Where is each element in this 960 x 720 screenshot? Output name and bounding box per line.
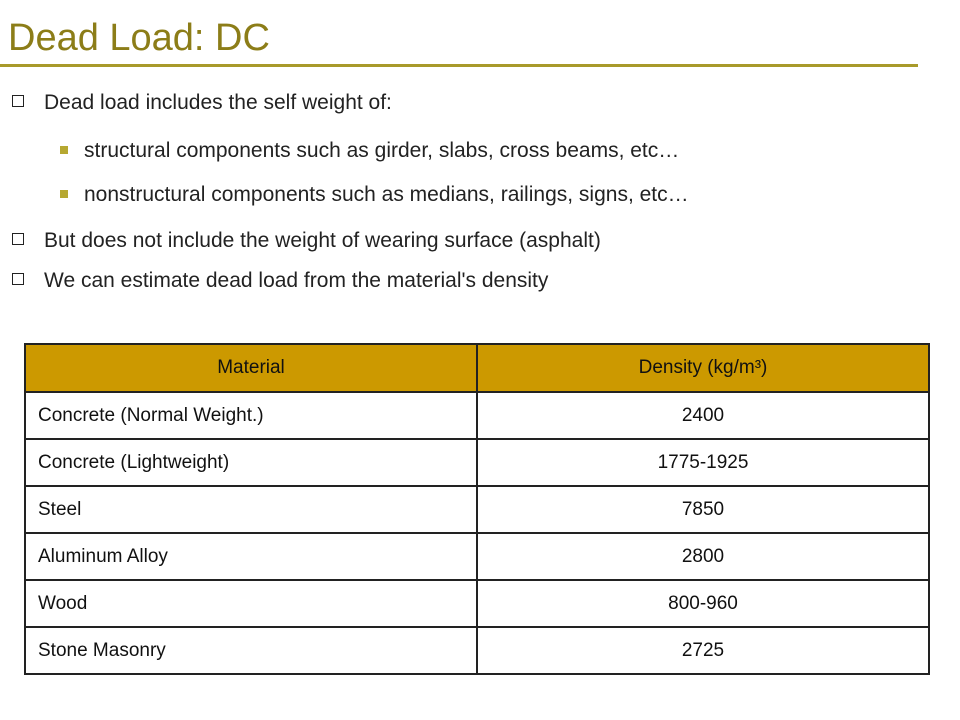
material-cell: Wood <box>25 580 477 627</box>
bullet-text: Dead load includes the self weight of: <box>44 91 392 114</box>
sub-bullet-item <box>60 136 679 166</box>
table-row <box>25 486 929 533</box>
filled-square-bullet-icon <box>60 190 68 198</box>
material-cell: Aluminum Alloy <box>25 533 477 580</box>
bullet-item <box>12 88 392 118</box>
material-cell: Concrete (Normal Weight.) <box>25 392 477 439</box>
header-material: Material <box>25 344 477 392</box>
density-cell: 800-960 <box>477 580 929 627</box>
sub-bullet-item <box>60 180 689 210</box>
density-table-container <box>24 343 928 675</box>
material-cell: Concrete (Lightweight) <box>25 439 477 486</box>
bullet-text: But does not include the weight of wearing surface (asphalt) <box>44 229 601 252</box>
header-density: Density (kg/m³) <box>477 344 929 392</box>
density-cell: 2800 <box>477 533 929 580</box>
bullet-item <box>12 266 548 296</box>
sub-bullet-text: nonstructural components such as medians, railings, signs, etc… <box>84 183 689 206</box>
hollow-square-bullet-icon <box>12 233 24 245</box>
material-cell: Stone Masonry <box>25 627 477 674</box>
density-cell: 2400 <box>477 392 929 439</box>
density-cell: 1775-1925 <box>477 439 929 486</box>
table-row <box>25 580 929 627</box>
hollow-square-bullet-icon <box>12 273 24 285</box>
title-underline <box>0 64 918 67</box>
sub-bullet-text: structural components such as girder, slabs, cross beams, etc… <box>84 139 680 162</box>
slide-title: Dead Load: DC <box>8 17 270 59</box>
material-cell: Steel <box>25 486 477 533</box>
density-table <box>24 343 930 675</box>
bullet-text: We can estimate dead load from the material's density <box>44 269 549 292</box>
hollow-square-bullet-icon <box>12 95 24 107</box>
bullet-item <box>12 226 601 256</box>
density-cell: 7850 <box>477 486 929 533</box>
table-header-row <box>25 344 929 392</box>
table-row <box>25 533 929 580</box>
density-cell: 2725 <box>477 627 929 674</box>
filled-square-bullet-icon <box>60 146 68 154</box>
table-row <box>25 392 929 439</box>
table-row <box>25 439 929 486</box>
table-row <box>25 627 929 674</box>
